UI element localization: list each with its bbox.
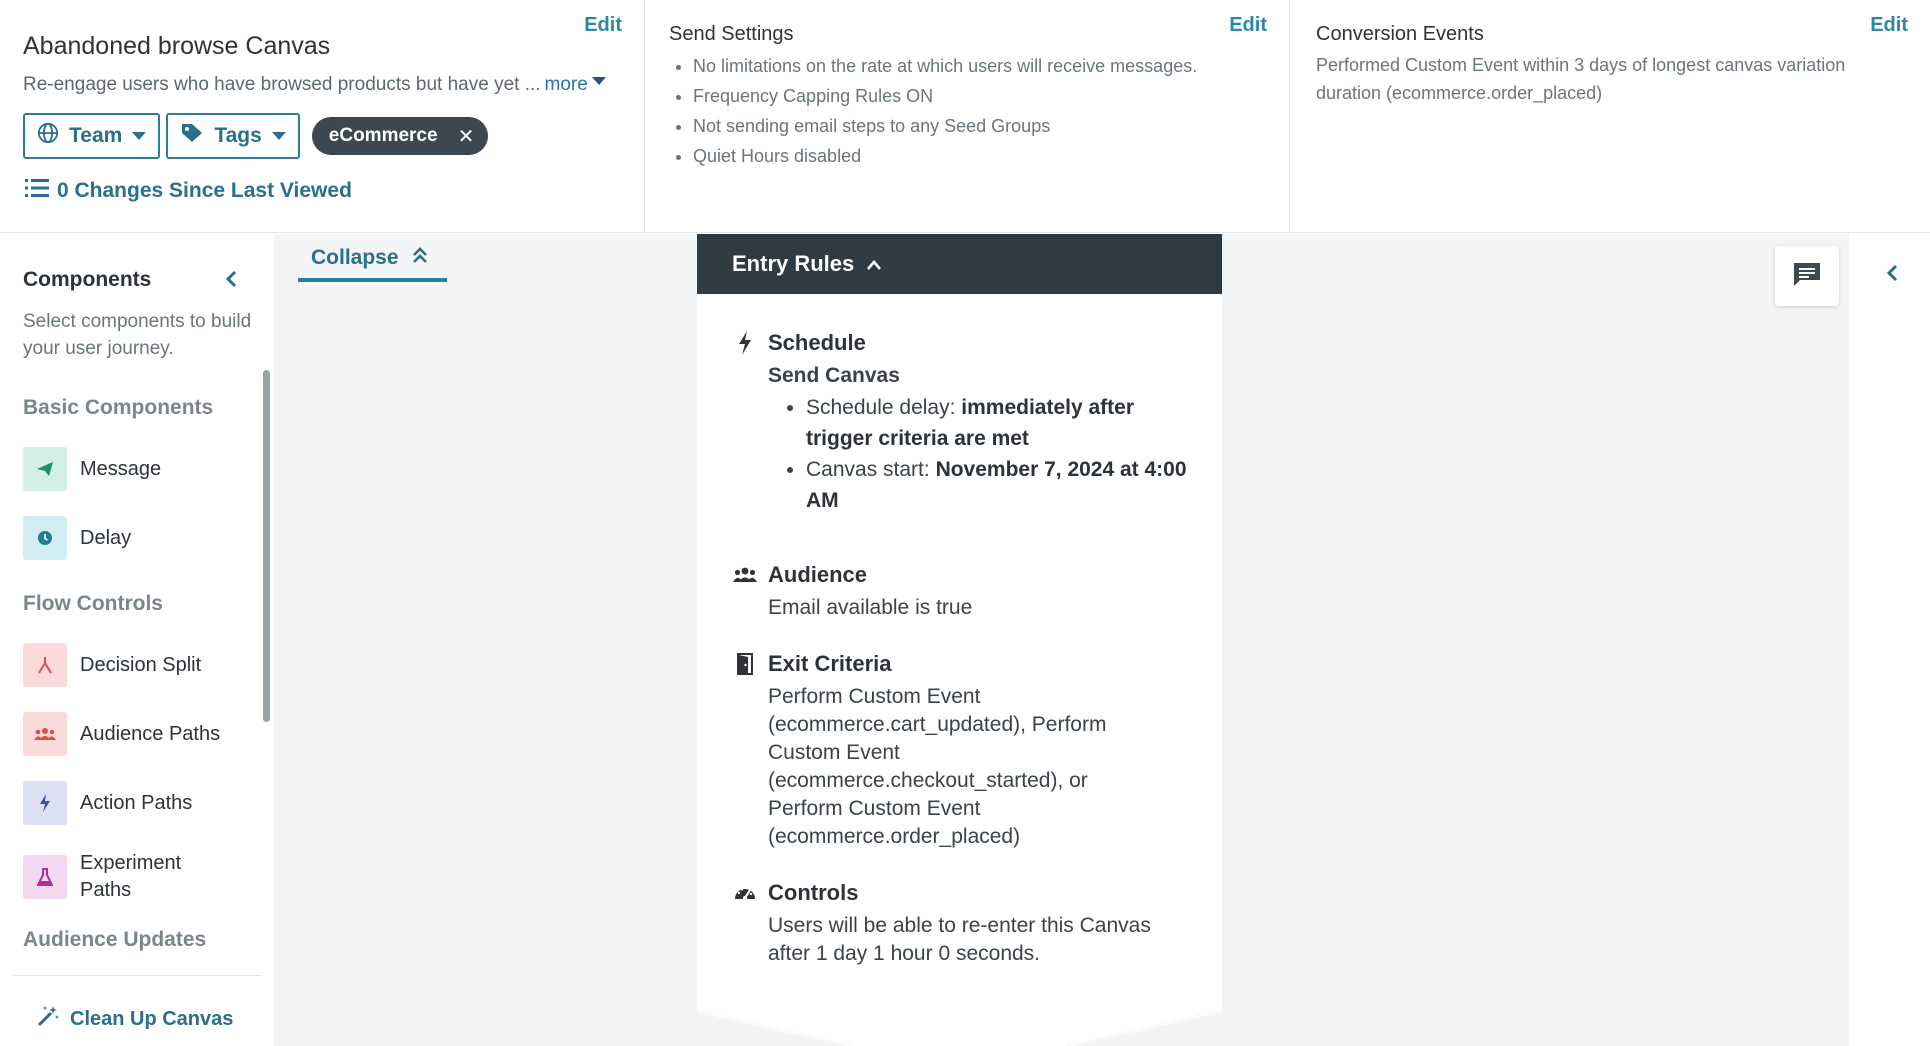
exit-door-icon [732,653,758,675]
component-message[interactable] [23,447,161,491]
caret-down-icon[interactable] [592,77,606,85]
exit-criteria-title: Exit Criteria [768,651,892,676]
components-description: Select components to build your user journey. [23,311,252,359]
exit-criteria-text: Perform Custom Event (ecommerce.cart_updated), Perform Custom Event (ecommerce.checkout_started), or Perform Custom Event (ecommerce.order_placed) [768,685,1107,848]
send-settings-title: Send Settings [669,23,794,45]
gauge-icon [732,883,758,903]
chevron-up-icon [866,251,882,277]
schedule-section [732,330,1188,516]
schedule-subtitle: Send Canvas [768,364,900,387]
comment-button[interactable] [1775,246,1839,306]
edit-details-link[interactable]: Edit [584,14,622,36]
caret-down-icon [132,132,146,140]
people-icon [23,712,67,756]
tags-dropdown-label: Tags [214,124,262,147]
right-rail [1849,234,1930,1046]
close-icon[interactable]: ✕ [457,125,475,148]
team-dropdown-label: Team [69,124,123,147]
component-label: Message [80,457,162,480]
caret-down-icon [272,132,286,140]
components-sidebar [0,234,274,1046]
entry-rules-title: Entry Rules [732,251,855,276]
schedule-details [806,392,1188,516]
group-audience-updates: Audience Updates [23,928,207,951]
canvas-meta-row [23,113,488,159]
component-label: Delay [80,526,132,549]
team-dropdown[interactable] [23,113,160,159]
controls-text: Users will be able to re-enter this Canvas after 1 day 1 hour 0 seconds. [768,914,1151,965]
clean-up-canvas-button[interactable] [36,1004,233,1034]
schedule-delay [806,392,1188,454]
chevron-left-icon[interactable] [1885,264,1899,287]
list-item: • Quiet Hours disabled [693,141,1197,171]
clock-icon [23,516,67,560]
component-experiment-paths[interactable] [23,850,210,904]
schedule-delay-value: immediately after trigger criteria are met [806,396,1135,450]
audience-text: Email available is true [768,596,973,619]
collapse-tab[interactable] [298,238,447,282]
entry-rules-card [697,234,1222,1046]
paper-plane-icon [23,447,67,491]
edit-conversion-events-link[interactable]: Edit [1870,14,1908,36]
components-title: Components [23,268,152,291]
component-label: Audience Paths [80,722,221,745]
schedule-delay-label: Schedule delay: [806,396,962,419]
canvas-title: Abandoned browse Canvas [23,32,331,60]
list-item: • Frequency Capping Rules ON [693,81,1197,111]
group-flow-controls: Flow Controls [23,592,163,615]
entry-rules-header[interactable] [697,234,1222,294]
conversion-events-panel [1290,0,1930,233]
component-label: Decision Split [80,653,202,676]
changes-since-last-viewed-link[interactable] [25,178,352,204]
list-icon [25,178,49,204]
component-label: Experiment Paths [80,852,182,901]
sidebar-scrollbar[interactable] [263,370,270,722]
tag-chip-ecommerce [312,117,489,155]
controls-title: Controls [768,880,859,905]
bolt-icon [23,781,67,825]
group-basic-components: Basic Components [23,396,214,419]
canvas-header [0,0,1930,233]
schedule-title: Schedule [768,330,866,355]
globe-icon [37,122,59,150]
magic-wand-icon [36,1004,60,1034]
canvas-start-value: November 7, 2024 at 4:00 AM [806,458,1187,512]
split-icon [23,643,67,687]
bolt-icon [732,331,758,355]
canvas-start [806,454,1188,516]
canvas-description [23,74,606,96]
list-item: • No limitations on the rate at which users will receive messages. [693,51,1197,81]
entry-card-tail [697,1000,1222,1046]
component-delay[interactable] [23,516,131,560]
tags-dropdown[interactable] [166,113,299,159]
conversion-events-title: Conversion Events [1316,23,1484,45]
sidebar-divider [12,975,262,976]
canvas-details-panel [0,0,645,233]
canvas-description-text: Re-engage users who have browsed products but have yet ... [23,74,541,95]
send-settings-list [693,51,1197,171]
component-action-paths[interactable] [23,781,192,825]
canvas-start-label: Canvas start: [806,458,936,481]
tag-icon [180,122,204,150]
controls-section [732,880,1178,968]
audience-section [732,562,1188,622]
exit-criteria-section [732,651,1158,851]
list-item: • Not sending email steps to any Seed Groups [693,111,1197,141]
flask-icon [23,855,67,899]
chevron-left-icon[interactable] [224,270,238,293]
component-label: Action Paths [80,791,193,814]
clean-up-canvas-label: Clean Up Canvas [70,1007,234,1030]
changes-label: 0 Changes Since Last Viewed [57,179,352,202]
people-icon [732,567,758,583]
audience-title: Audience [768,562,868,587]
tag-chip-label: eCommerce [328,125,438,146]
component-audience-paths[interactable] [23,712,220,756]
component-decision-split[interactable] [23,643,201,687]
more-link[interactable]: more [544,74,588,95]
collapse-label: Collapse [311,246,399,269]
conversion-events-text: Performed Custom Event within 3 days of longest canvas variation duration (ecommerce.order_placed) [1316,55,1846,103]
edit-send-settings-link[interactable]: Edit [1229,14,1267,36]
send-settings-panel [645,0,1290,233]
double-chevron-up-icon [411,246,429,270]
comment-icon [1792,261,1822,292]
